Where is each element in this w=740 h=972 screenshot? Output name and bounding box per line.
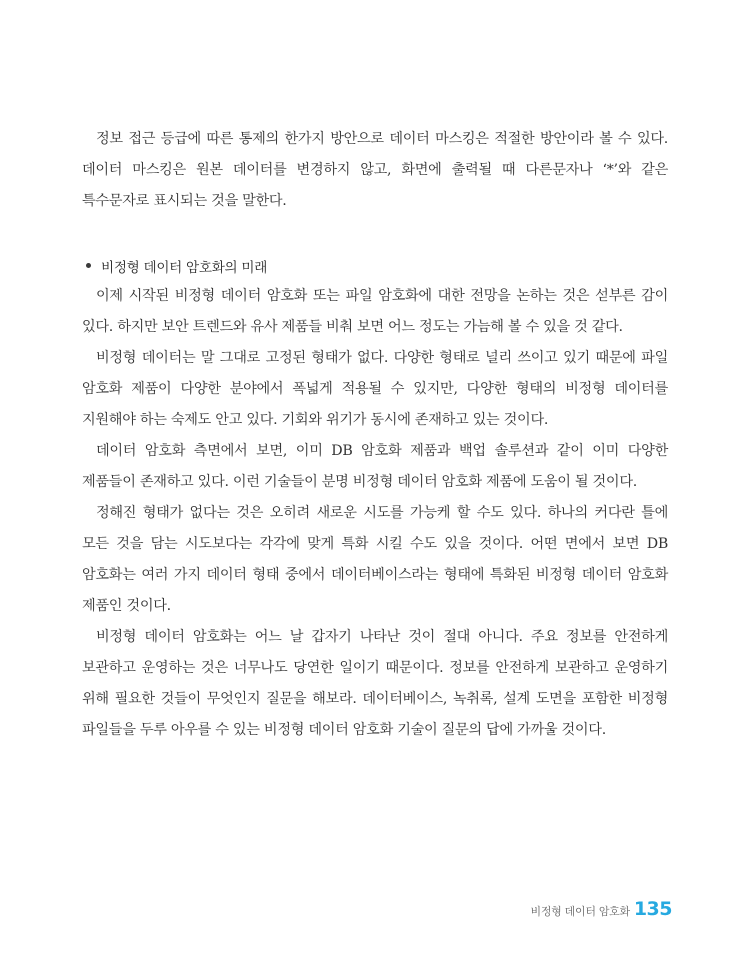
page-footer (531, 898, 673, 920)
section-paragraph-3: 데이터 암호화 측면에서 보면, 이미 DB 암호화 제품과 백업 솔루션과 같이 이미 다양한 제품들이 존재하고 있다. 이런 기술들이 분명 비정형 데이터 암호화 제품에 도움이 될 것이다. (82, 443, 668, 490)
intro-paragraph: 정보 접근 등급에 따른 통제의 한가지 방안으로 데이터 마스킹은 적절한 방안이라 볼 수 있다. 데이터 마스킹은 원본 데이터를 변경하지 않고, 화면에 출력될 때 다른문자나 ‘*’와 같은 특수문자로 표시되는 것을 말한다. (82, 131, 668, 209)
section-heading (82, 250, 668, 281)
section-paragraph-1: 이제 시작된 비정형 데이터 암호화 또는 파일 암호화에 대한 전망을 논하는 것은 섣부른 감이 있다. 하지만 보안 트렌드와 유사 제품들 비춰 보면 어느 정도는 가늠해 볼 수 있을 것 같다. (82, 288, 668, 335)
section-paragraph-2: 비정형 데이터는 말 그대로 고정된 형태가 없다. 다양한 형태로 널리 쓰이고 있기 때문에 파일 암호화 제품이 다양한 분야에서 폭넓게 적용될 수 있지만, 다양한 형태의 비정형 데이터를 지원해야 하는 숙제도 안고 있다. 기회와 위기가 동시에 존재하고 있는 것이다. (82, 350, 668, 428)
section-heading-text: 비정형 데이터 암호화의 미래 (101, 259, 268, 276)
bullet-icon (86, 263, 91, 268)
page-number: 135 (633, 898, 672, 920)
section-paragraph-4: 정해진 형태가 없다는 것은 오히려 새로운 시도를 가능케 할 수도 있다. 하나의 커다란 틀에 모든 것을 담는 시도보다는 각각에 맞게 특화 시킬 수도 있을 것이다. 어떤 면에서 보면 DB 암호화는 여러 가지 데이터 형태 중에서 데이터베이스라는 형태에 특화된 비정형 데이터 암호화 제품인 것이다. (82, 505, 668, 614)
section-paragraph-5: 비정형 데이터 암호화는 어느 날 갑자기 나타난 것이 절대 아니다. 주요 정보를 안전하게 보관하고 운영하는 것은 너무나도 당연한 일이기 때문이다. 정보를 안전하게 보관하고 운영하기 위해 필요한 것들이 무엇인지 질문을 해보라. 데이터베이스, 녹취록, 설계 도면을 포함한 비정형 파일들을 두루 아우를 수 있는 비정형 데이터 암호화 기술이 질문의 답에 가까울 것이다. (82, 629, 668, 738)
running-title: 비정형 데이터 암호화 (530, 905, 630, 918)
section-unstructured-encryption-future (82, 250, 668, 746)
